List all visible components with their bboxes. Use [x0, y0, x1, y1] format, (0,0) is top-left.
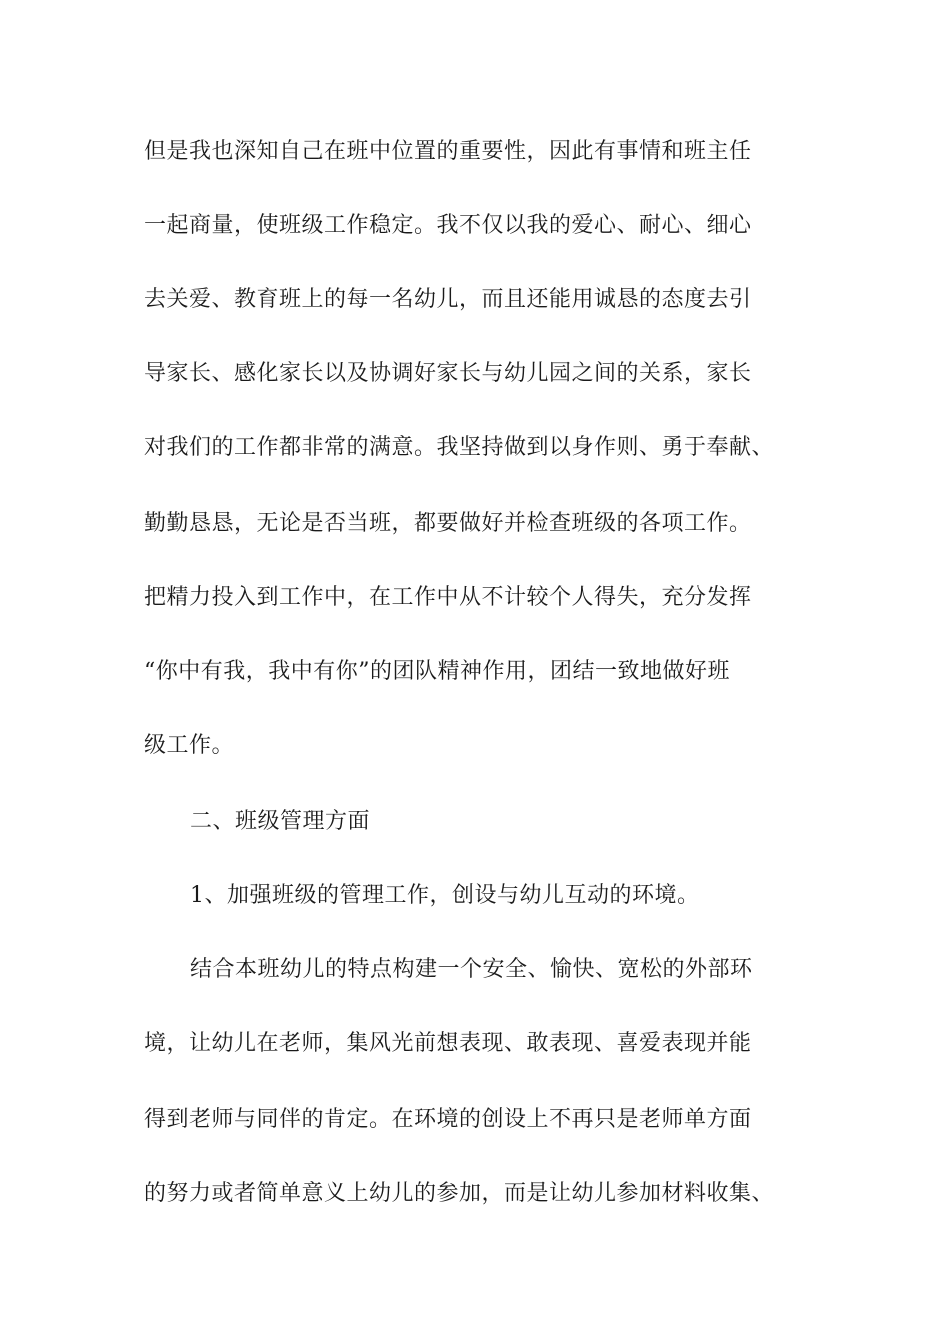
paragraph-line: “你中有我，我中有你”的团队精神作用，团结一致地做好班 — [144, 659, 730, 684]
paragraph-line: 一起商量，使班级工作稳定。我不仅以我的爱心、耐心、细心 — [144, 213, 752, 238]
paragraph-line: 得到老师与同伴的肯定。在环境的创设上不再只是老师单方面 — [144, 1107, 752, 1132]
paragraph-line: 的努力或者简单意义上幼儿的参加，而是让幼儿参加材料收集、 — [144, 1181, 775, 1206]
paragraph-line: 级工作。 — [144, 733, 235, 758]
paragraph-line: 去关爱、教育班上的每一名幼儿，而且还能用诚恳的态度去引 — [144, 287, 752, 312]
paragraph-line: 对我们的工作都非常的满意。我坚持做到以身作则、勇于奉献、 — [144, 435, 775, 460]
section-heading: 二、班级管理方面 — [190, 809, 371, 834]
paragraph-line: 导家长、感化家长以及协调好家长与幼儿园之间的关系，家长 — [144, 361, 752, 386]
paragraph-line: 结合本班幼儿的特点构建一个安全、愉快、宽松的外部环 — [190, 957, 753, 982]
paragraph-line: 境，让幼儿在老师，集风光前想表现、敢表现、喜爱表现并能 — [144, 1031, 752, 1056]
paragraph-line: 但是我也深知自己在班中位置的重要性，因此有事情和班主任 — [144, 139, 752, 164]
paragraph-line: 把精力投入到工作中，在工作中从不计较个人得失，充分发挥 — [144, 585, 752, 610]
subsection-heading: 1、加强班级的管理工作，创设与幼儿互动的环境。 — [190, 883, 700, 908]
paragraph-line: 勤勤恳恳，无论是否当班，都要做好并检查班级的各项工作。 — [144, 511, 752, 536]
